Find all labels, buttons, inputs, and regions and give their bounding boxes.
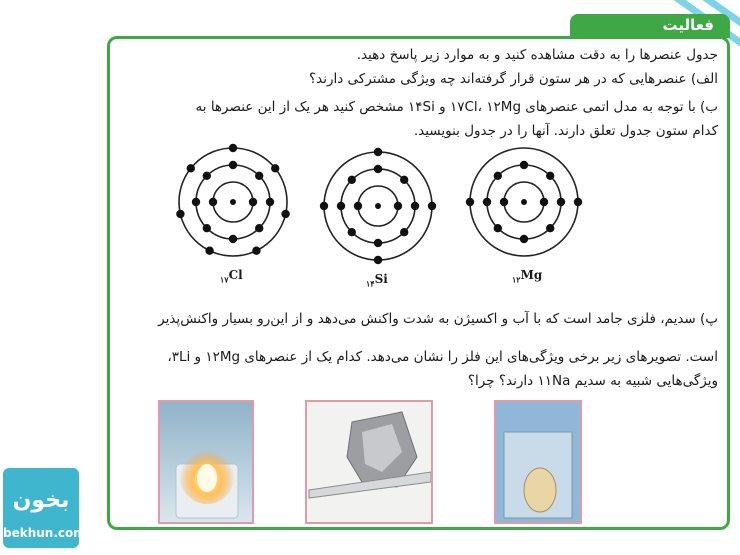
electron — [557, 198, 565, 206]
electron — [209, 198, 217, 206]
atom-label-cl: $_{۱۷}$Cl — [220, 268, 243, 285]
electron — [374, 148, 382, 156]
electron — [574, 198, 582, 206]
electron — [192, 198, 200, 206]
electron — [540, 198, 548, 206]
electron — [266, 198, 274, 206]
activity-title: فعالیت — [662, 16, 714, 34]
question-c-line3: ویژگی‌هایی شبیه به سدیم ۱۱Na دارند؟ چرا؟ — [467, 373, 718, 389]
electron — [229, 235, 237, 243]
electron — [187, 164, 195, 172]
logo-site-text: bekhun.com — [3, 526, 86, 540]
electron — [466, 198, 474, 206]
atom-label-mg: $_{۱۲}$Mg — [512, 268, 543, 285]
electron — [374, 256, 382, 264]
electron — [400, 176, 408, 184]
photo-sodium-flame — [158, 400, 254, 524]
electron — [411, 202, 419, 210]
logo-word: بخون — [12, 488, 70, 513]
question-b-line2: کدام ستون جدول تعلق دارند. آنها را در جدول بنویسید. — [413, 123, 718, 139]
electron — [252, 247, 260, 255]
question-c-line1: پ) سدیم، فلزی جامد است که با آب و اکسیژن به شدت واکنش می‌دهد و از این‌رو بسیار واکنش‌پذیر — [158, 311, 718, 327]
electron — [520, 161, 528, 169]
electron — [494, 172, 502, 180]
electron — [203, 172, 211, 180]
electron — [348, 228, 356, 236]
electron — [249, 198, 257, 206]
question-b-line1: ب) با توجه به مدل اتمی عنصرهای ۱۷Cl، ۱۲Mg و ۱۴Si مشخص کنید هر یک از این عنصرها به — [195, 99, 718, 115]
activity-tab — [570, 14, 730, 38]
nucleus — [375, 203, 381, 209]
bekhun-logo — [3, 468, 86, 548]
electron — [320, 202, 328, 210]
electron — [271, 164, 279, 172]
electron — [354, 202, 362, 210]
atom-mg — [466, 148, 582, 256]
atom-si — [320, 148, 436, 264]
electron — [520, 235, 528, 243]
electron — [428, 202, 436, 210]
electron — [176, 210, 184, 218]
electron — [255, 172, 263, 180]
question-c-line2: است. تصویرهای زیر برخی ویژگی‌های این فلز را نشان می‌دهد. کدام یک از عنصرهای ۱۲Mg و ۳Li، — [167, 349, 718, 365]
nucleus — [230, 199, 236, 205]
electron — [229, 144, 237, 152]
atom-models — [0, 140, 740, 290]
electron — [374, 165, 382, 173]
electron — [483, 198, 491, 206]
electron — [546, 224, 554, 232]
electron — [203, 224, 211, 232]
electron — [337, 202, 345, 210]
electron — [205, 247, 213, 255]
electron — [229, 161, 237, 169]
electron — [281, 210, 289, 218]
electron — [494, 224, 502, 232]
electron — [255, 224, 263, 232]
photo-sodium-water — [494, 400, 582, 524]
electron — [348, 176, 356, 184]
atom-label-si: $_{۱۴}$Si — [366, 272, 388, 289]
question-a: الف) عنصرهایی که در هر ستون قرار گرفته‌اند چه ویژگی مشترکی دارند؟ — [308, 71, 718, 87]
electron — [394, 202, 402, 210]
electron — [546, 172, 554, 180]
photo-sodium-knife — [305, 400, 433, 524]
electron — [400, 228, 408, 236]
electron — [500, 198, 508, 206]
intro-text: جدول عنصرها را به دقت مشاهده کنید و به موارد زیر پاسخ دهید. — [356, 47, 718, 63]
nucleus — [521, 199, 527, 205]
electron — [374, 239, 382, 247]
atom-cl — [176, 144, 290, 256]
